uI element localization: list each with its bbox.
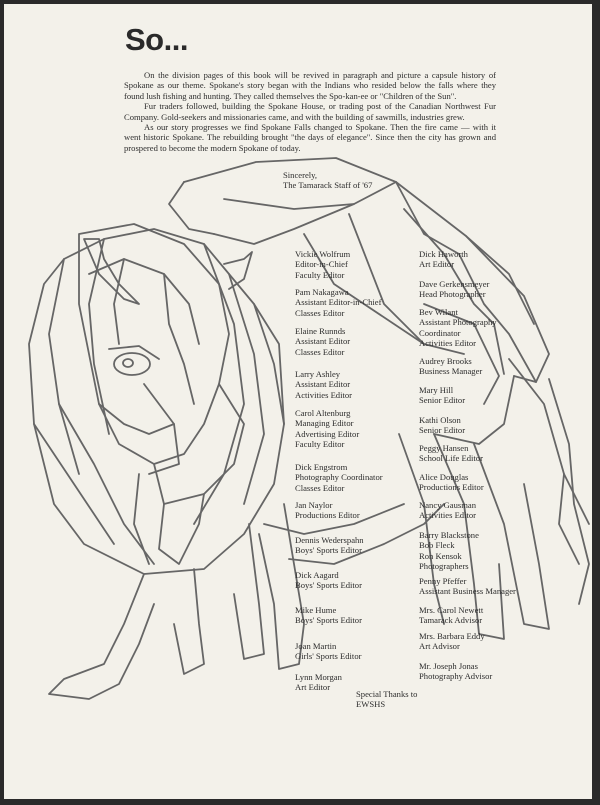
staff-entry — [419, 356, 482, 377]
staff-role: Classes Editor — [295, 346, 345, 357]
staff-entry — [419, 661, 492, 682]
intro-paragraph: Fur traders followed, building the Spokane House, or trading post of the Canadian Northwest Fur Company. Gold-seekers and missionaries came, and with the building of sawmills, industries grew. — [124, 101, 496, 122]
signoff-staff: The Tamarack Staff of '67 — [283, 180, 373, 191]
staff-role: Activities Editor — [419, 510, 477, 521]
staff-role: Faculty Editor — [295, 269, 345, 280]
staff-entry — [295, 462, 383, 493]
staff-name: Mary Hill — [419, 385, 454, 395]
staff-entry — [295, 605, 362, 626]
staff-name: Vickie Wolfrum — [295, 249, 351, 259]
staff-role: Head Photographer — [419, 289, 486, 300]
staff-role: Productions Editor — [419, 482, 484, 493]
staff-entry — [295, 500, 360, 521]
signoff-salutation: Sincerely, — [283, 170, 318, 180]
staff-name: Carol Altenburg — [295, 408, 351, 418]
staff-name: Dave Gerkensmeyer — [419, 279, 490, 289]
staff-role: Photographers — [419, 561, 469, 572]
staff-name: Larry Ashley — [295, 369, 341, 379]
intro-paragraph: On the division pages of this book will be revived in paragraph and picture a capsule history of Spokane as our theme. Spokane's story began with the Indians who resided below the falls where they found lush fishing and hunting. They called themselves the Spo-kan-ee or "Children of the Sun". — [124, 70, 496, 101]
staff-entry — [419, 631, 485, 652]
intro-paragraph: As our story progresses we find Spokane Falls changed to Spokane. Then the fire came — with it went historic Spokane. The rebuilding brought "the days of elegance". Since then the city has grown and prospered to become the modern Spokane of today. — [124, 122, 496, 153]
staff-role: Assistant Editor — [295, 379, 351, 390]
staff-entry — [295, 535, 364, 556]
staff-role: Classes Editor — [295, 307, 345, 318]
yearbook-page — [4, 4, 592, 799]
staff-entry — [295, 287, 381, 318]
staff-role: Boys' Sports Editor — [295, 615, 362, 626]
staff-role: Photography Coordinator — [295, 472, 383, 483]
staff-entry — [419, 443, 483, 464]
staff-role: Business Manager — [419, 366, 483, 377]
staff-entry — [295, 570, 362, 591]
thanks-organization: EWSHS — [356, 699, 386, 710]
staff-entry — [295, 326, 350, 357]
staff-name: Dennis Wederspahn — [295, 535, 364, 545]
staff-role: Art Editor — [295, 682, 331, 693]
staff-entry — [419, 385, 465, 406]
staff-name: Mrs. Carol Newett — [419, 605, 484, 615]
staff-role: Classes Editor — [295, 482, 345, 493]
staff-role: Bob Fleck — [419, 540, 455, 551]
staff-entry — [419, 307, 497, 349]
staff-role: Senior Editor — [419, 395, 466, 406]
staff-entry — [295, 408, 359, 450]
staff-name: Peggy Hansen — [419, 443, 469, 453]
staff-role: Faculty Editor — [295, 439, 345, 450]
staff-name: Mrs. Barbara Eddy — [419, 631, 485, 641]
staff-role: Boys' Sports Editor — [295, 580, 362, 591]
staff-role: School Life Editor — [419, 453, 483, 464]
staff-role: Girls' Sports Editor — [295, 651, 362, 662]
staff-name: Bev Wilant — [419, 307, 458, 317]
staff-name: Barry Blackstone — [419, 530, 479, 540]
staff-name: Kathi Olson — [419, 415, 461, 425]
staff-role: Managing Editor — [295, 418, 354, 429]
thanks-line: Special Thanks to — [356, 689, 418, 699]
staff-name: Joan Martin — [295, 641, 337, 651]
staff-name: Dick Aagard — [295, 570, 339, 580]
staff-entry — [419, 605, 483, 626]
staff-role: Tamarack Advisor — [419, 615, 483, 626]
staff-name: Penny Pfeffer — [419, 576, 467, 586]
staff-entry — [419, 500, 476, 521]
staff-name: Jan Naylor — [295, 500, 333, 510]
special-thanks — [356, 689, 417, 710]
signoff — [283, 170, 372, 191]
staff-name: Dick Haworth — [419, 249, 468, 259]
staff-entry — [295, 641, 361, 662]
staff-role: Photography Advisor — [419, 671, 493, 682]
staff-role: Activities Editor — [419, 338, 477, 349]
staff-role: Boys' Sports Editor — [295, 545, 362, 556]
staff-role: Coordinator — [419, 327, 461, 338]
staff-role: Assistant Business Manager — [419, 586, 516, 597]
staff-role: Senior Editor — [419, 425, 466, 436]
page-heading: So... — [125, 22, 188, 57]
staff-name: Dick Engstrom — [295, 462, 348, 472]
staff-entry — [419, 576, 516, 597]
staff-role: Art Advisor — [419, 641, 460, 652]
staff-role: Assistant Editor — [295, 336, 351, 347]
staff-name: Mike Hume — [295, 605, 337, 615]
staff-role: Ron Kensok — [419, 550, 462, 561]
staff-name: Mr. Joseph Jonas — [419, 661, 478, 671]
staff-role: Advertising Editor — [295, 428, 360, 439]
staff-entry — [419, 249, 468, 270]
staff-entry — [295, 249, 350, 280]
staff-role: Assistant Photography — [419, 317, 497, 328]
staff-role: Art Editor — [419, 259, 455, 270]
staff-entry — [419, 472, 484, 493]
staff-role: Editor-in-Chief — [295, 259, 348, 270]
staff-role: Productions Editor — [295, 510, 360, 521]
staff-role: Activities Editor — [295, 389, 353, 400]
staff-entry — [295, 369, 352, 400]
staff-name: Pam Nakagawa — [295, 287, 349, 297]
staff-entry — [419, 530, 479, 572]
staff-entry — [295, 672, 342, 693]
staff-name: Nancy Gausman — [419, 500, 477, 510]
staff-entry — [419, 415, 465, 436]
staff-entry — [419, 279, 489, 300]
staff-name: Audrey Brooks — [419, 356, 472, 366]
staff-name: Elaine Runnds — [295, 326, 346, 336]
intro-text — [124, 70, 496, 153]
staff-name: Alice Douglas — [419, 472, 469, 482]
staff-name: Lynn Morgan — [295, 672, 342, 682]
staff-role: Assistant Editor-in-Chief — [295, 297, 382, 308]
